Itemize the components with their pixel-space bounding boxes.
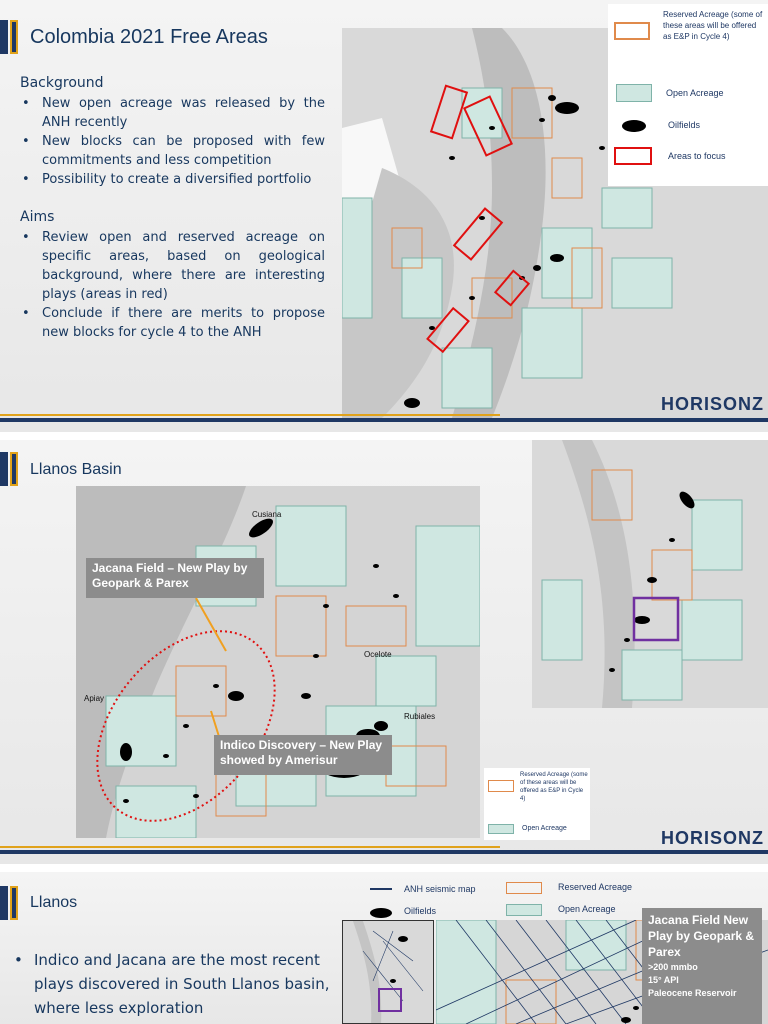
aims-heading: Aims — [20, 209, 55, 225]
slide-llanos-basin — [0, 440, 768, 864]
title-accent-mark — [0, 20, 20, 54]
callout-title: Jacana Field New Play by Geopark & Parex — [648, 913, 755, 959]
callout-jacana-field — [642, 908, 762, 1024]
focus-areas-swatch — [614, 147, 652, 165]
slide-title: Llanos Basin — [30, 461, 122, 478]
label-apiay: Apiay — [84, 694, 105, 703]
colombia-inset-map — [532, 440, 768, 708]
legend-open-label: Open Acreage — [558, 904, 616, 914]
slide-llanos — [0, 872, 768, 1024]
list-item: • Review open and reserved acreage on specific areas, based on geological background, where there are interesting plays (areas in red) — [20, 228, 325, 304]
slide-colombia-free-areas — [0, 0, 768, 432]
reserved-acreage-swatch — [506, 882, 542, 894]
map-legend — [484, 768, 590, 840]
list-item: • New blocks can be proposed with few commitments and less competition — [20, 132, 325, 170]
list-item: • Indico and Jacana are the most recent plays discovered in South Llanos basin, where less exploration — [12, 948, 332, 1020]
aims-list — [20, 228, 325, 342]
llanos-bullets — [12, 948, 332, 1020]
oilfields-swatch — [370, 908, 392, 918]
callout-detail: 15° API — [648, 975, 679, 985]
map-legend — [608, 4, 768, 186]
label-cusiana: Cusiana — [252, 510, 282, 519]
callout-detail: Paleocene Reservoir — [648, 988, 737, 998]
footer-line — [0, 418, 768, 422]
label-rubiales: Rubiales — [404, 712, 436, 721]
company-logo: HORISONZ — [660, 828, 764, 848]
footer-line — [0, 850, 768, 854]
legend-focus-label: Areas to focus — [668, 151, 726, 161]
title-accent-mark — [0, 452, 20, 486]
title-accent-mark — [0, 886, 20, 920]
list-item: • New open acreage was released by the ANH recently — [20, 94, 325, 132]
map-legend — [366, 880, 646, 920]
open-acreage-swatch — [488, 824, 514, 834]
legend-open-label: Open Acreage — [522, 825, 567, 832]
callout-jacana-field: Jacana Field – New Play by Geopark & Parex — [86, 558, 264, 598]
background-heading: Background — [20, 75, 104, 91]
callout-detail: >200 mmbo — [648, 962, 698, 972]
oilfields-swatch — [622, 120, 646, 132]
footer-accent — [0, 846, 500, 848]
reserved-acreage-swatch — [488, 780, 514, 792]
callout-indico-discovery: Indico Discovery – New Play showed by Amerisur — [214, 735, 392, 775]
legend-oilfields-label: Oilfields — [668, 120, 701, 130]
legend-seismic-label: ANH seismic map — [404, 884, 476, 894]
llanos-basin-map — [76, 486, 480, 838]
footer-accent — [0, 414, 500, 416]
seismic-line-swatch — [370, 888, 392, 890]
legend-reserved-label: Reserved Acreage — [558, 882, 633, 892]
legend-reserved-label: Reserved Acreage (some of these areas will be offered as E&P in Cycle 4) — [520, 772, 588, 802]
reserved-acreage-swatch — [614, 22, 650, 40]
open-acreage-swatch — [506, 904, 542, 916]
slide-title: Llanos — [30, 894, 78, 911]
company-logo: HORISONZ — [660, 394, 764, 414]
open-acreage-swatch — [616, 84, 652, 102]
list-item: • Possibility to create a diversified portfolio — [20, 170, 325, 189]
list-item: • Conclude if there are merits to propose new blocks for cycle 4 to the ANH — [20, 304, 325, 342]
label-ocelote: Ocelote — [364, 650, 392, 659]
background-list — [20, 94, 325, 189]
legend-open-label: Open Acreage — [666, 88, 724, 98]
legend-oilfields-label: Oilfields — [404, 906, 437, 916]
slide-title: Colombia 2021 Free Areas — [30, 26, 268, 48]
colombia-mini-map — [342, 920, 434, 1024]
legend-reserved-label: Reserved Acreage (some of these areas will be offered as E&P in Cycle 4) — [663, 10, 763, 41]
